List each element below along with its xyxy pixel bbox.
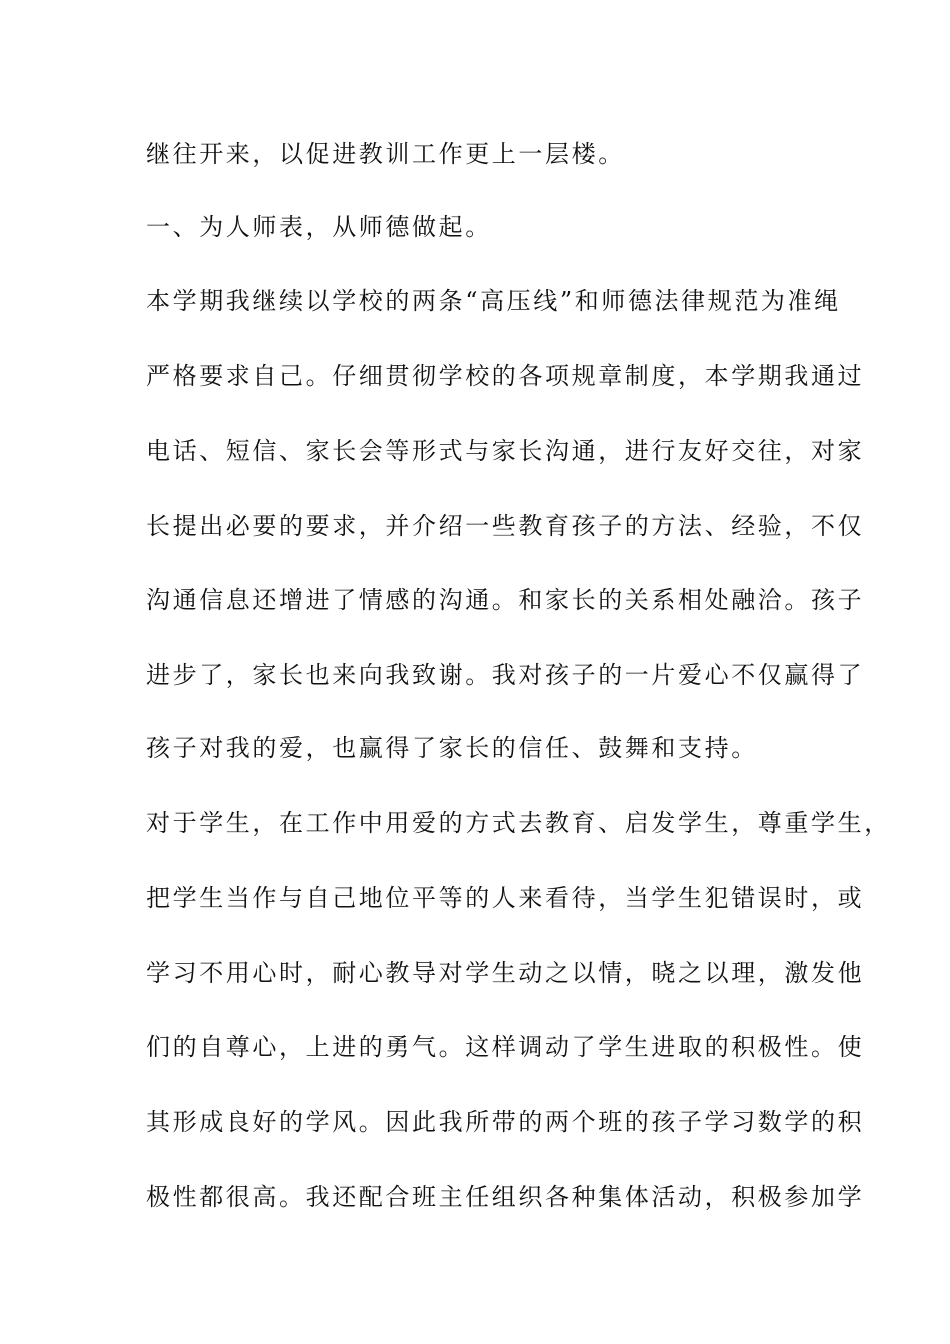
- text-line: 对于学生，在工作中用爱的方式去教育、启发学生，尊重学生，: [146, 809, 891, 837]
- text-line: 孩子对我的爱，也赢得了家长的信任、鼓舞和支持。: [146, 734, 758, 762]
- text-line: 本学期我继续以学校的两条“高压线”和师德法律规范为准绳: [146, 287, 841, 315]
- text-line: 沟通信息还增进了情感的沟通。和家长的关系相处融洽。孩子: [146, 586, 865, 614]
- section-heading: 一、为人师表，从师德做起。: [146, 213, 492, 241]
- text-line: 继往开来，以促进教训工作更上一层楼。: [146, 140, 625, 168]
- text-line: 其形成良好的学风。因此我所带的两个班的孩子学习数学的积: [146, 1108, 865, 1136]
- text-line: 们的自尊心，上进的勇气。这样调动了学生进取的积极性。使: [146, 1033, 865, 1061]
- text-line: 学习不用心时，耐心教导对学生动之以情，晓之以理，激发他: [146, 959, 865, 987]
- text-line: 电话、短信、家长会等形式与家长沟通，进行友好交往，对家: [146, 437, 865, 465]
- text-line: 把学生当作与自己地位平等的人来看待，当学生犯错误时，或: [146, 884, 865, 912]
- text-line: 极性都很高。我还配合班主任组织各种集体活动，积极参加学: [146, 1183, 865, 1211]
- text-line: 严格要求自己。仔细贯彻学校的各项规章制度，本学期我通过: [146, 362, 865, 390]
- text-line: 长提出必要的要求，并介绍一些教育孩子的方法、经验，不仅: [146, 512, 865, 540]
- text-line: 进步了，家长也来向我致谢。我对孩子的一片爱心不仅赢得了: [146, 661, 865, 689]
